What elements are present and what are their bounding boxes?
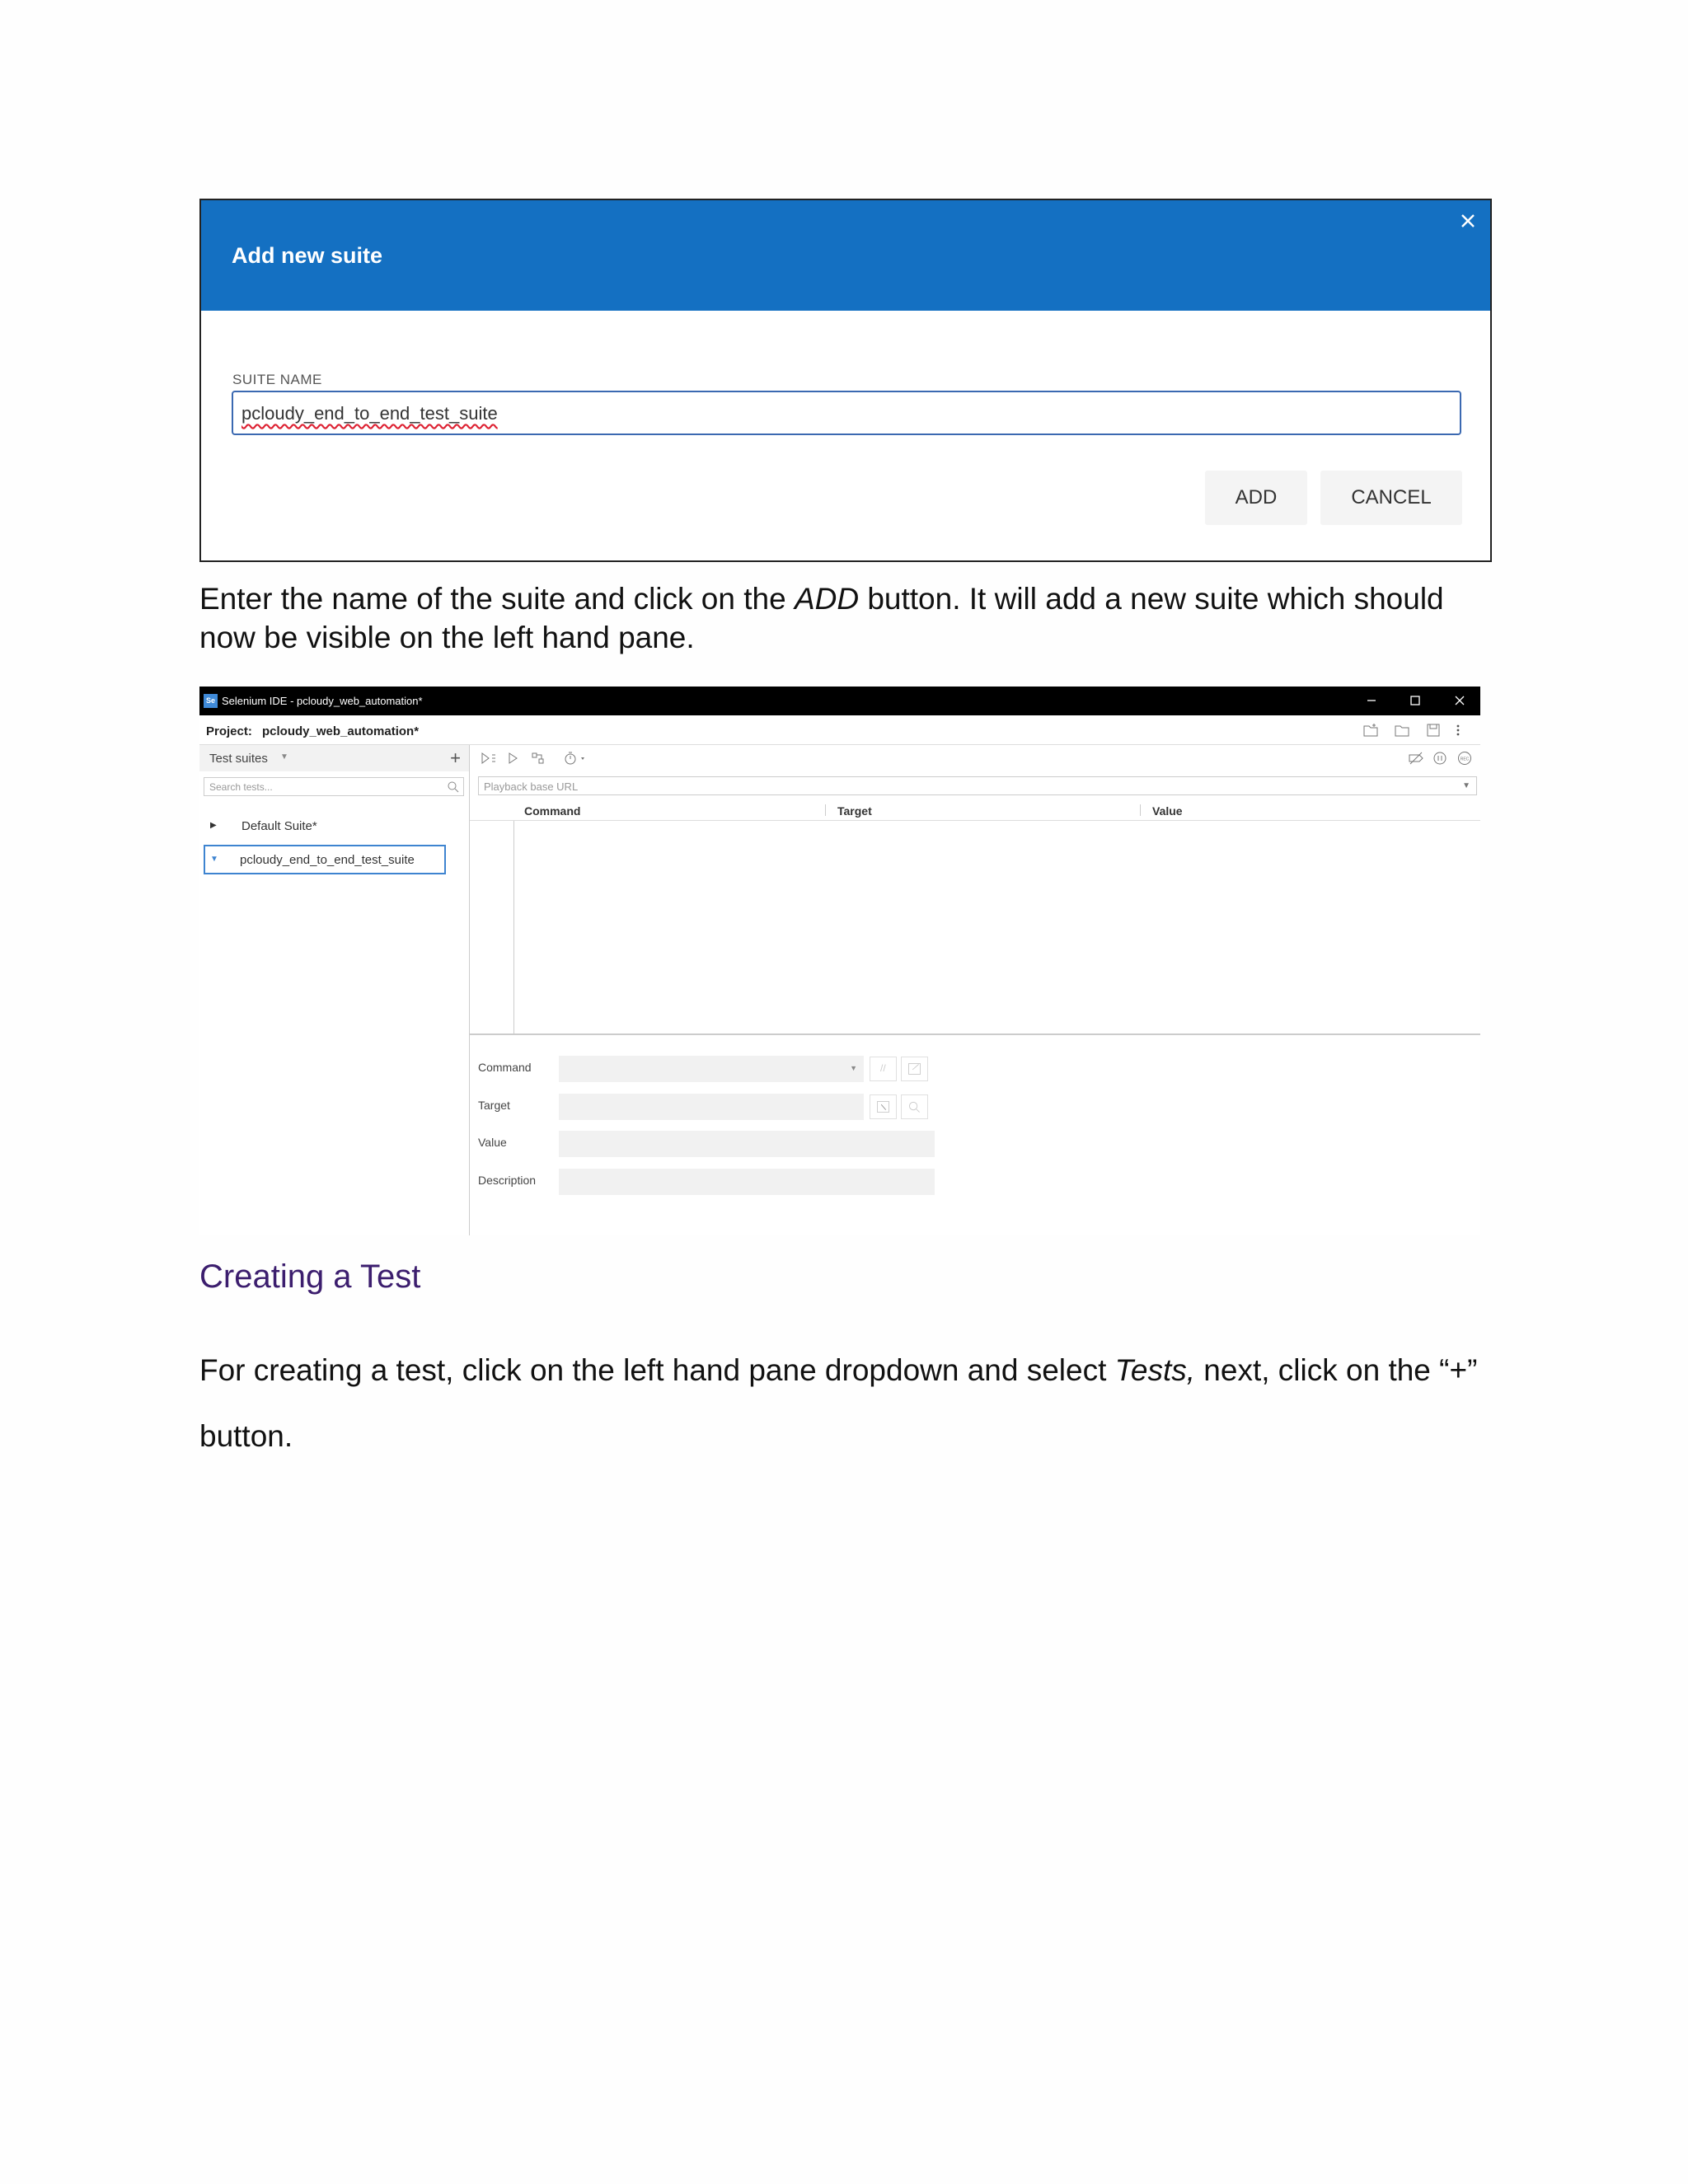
speed-timer-icon[interactable]: [560, 748, 593, 768]
column-divider: [1140, 804, 1141, 816]
window-titlebar: [199, 687, 1480, 715]
find-target-icon[interactable]: [901, 1094, 928, 1119]
dialog-header: [201, 200, 1490, 311]
suite-name-label: SUITE NAME: [232, 372, 322, 387]
project-name[interactable]: pcloudy_web_automation*: [262, 724, 420, 738]
suite-item[interactable]: [204, 811, 446, 841]
command-dropdown-icon[interactable]: ▼: [850, 1064, 857, 1072]
suite-name: Default Suite*: [241, 819, 317, 833]
suite-name: pcloudy_end_to_end_test_suite: [240, 853, 415, 867]
project-label: Project:: [206, 724, 252, 738]
main-panel: [470, 745, 1480, 1235]
column-value: Value: [1152, 804, 1183, 818]
add-suite-icon[interactable]: +: [450, 748, 461, 768]
column-target: Target: [837, 804, 872, 818]
add-suite-dialog: [199, 199, 1492, 562]
sidebar: [199, 745, 470, 1235]
svg-text:REC: REC: [1460, 757, 1470, 762]
instruction-paragraph-2: For creating a test, click on the left hand pane dropdown and select Tests, next, click on the “+” button.: [199, 1353, 1478, 1453]
emphasis-add: ADD: [794, 582, 860, 616]
row-number-gutter: [513, 821, 514, 1034]
select-target-icon[interactable]: [870, 1094, 897, 1119]
test-suites-dropdown[interactable]: Test suites: [209, 752, 268, 766]
command-select[interactable]: [559, 1056, 864, 1082]
value-input[interactable]: [559, 1131, 935, 1157]
more-options-icon[interactable]: [1449, 722, 1467, 738]
url-dropdown-icon[interactable]: ▼: [1462, 781, 1470, 790]
section-heading: Creating a Test: [199, 1258, 421, 1295]
dialog-title: Add new suite: [232, 243, 383, 268]
window-title: Selenium IDE - pcloudy_web_automation*: [222, 695, 423, 707]
value-label: Value: [478, 1136, 507, 1149]
target-label: Target: [478, 1099, 510, 1112]
selenium-ide-window: [199, 687, 1480, 1235]
sidebar-header: [199, 745, 469, 771]
target-input[interactable]: [559, 1094, 864, 1120]
pane-divider[interactable]: [470, 1033, 1480, 1035]
search-tests-input[interactable]: Search tests...: [204, 777, 464, 796]
instruction-paragraph: Enter the name of the suite and click on the ADD button. It will add a new suite which should now be visible on the left hand pane.: [199, 582, 1444, 654]
step-over-icon[interactable]: [528, 748, 549, 768]
expand-arrow-icon[interactable]: ▶: [210, 821, 217, 830]
maximize-icon[interactable]: [1404, 690, 1427, 711]
window-close-icon[interactable]: [1448, 690, 1471, 711]
search-icon: [447, 780, 460, 794]
selenium-logo-icon: Se: [204, 694, 218, 708]
minimize-icon[interactable]: [1360, 690, 1383, 711]
collapse-arrow-icon[interactable]: ▼: [210, 855, 218, 864]
run-all-tests-icon[interactable]: [478, 748, 499, 768]
save-project-icon[interactable]: [1424, 722, 1442, 738]
run-test-icon[interactable]: [503, 748, 524, 768]
dropdown-caret-icon[interactable]: ▼: [280, 752, 288, 762]
open-reference-icon[interactable]: [901, 1057, 928, 1081]
suite-item-selected[interactable]: [204, 845, 446, 874]
add-button[interactable]: ADD: [1205, 471, 1307, 525]
description-label: Description: [478, 1174, 537, 1187]
cancel-button[interactable]: CANCEL: [1320, 471, 1462, 525]
column-command: Command: [524, 804, 581, 818]
new-project-icon[interactable]: [1362, 722, 1380, 738]
playback-url-input[interactable]: Playback base URL ▼: [478, 776, 1477, 795]
disable-breakpoints-icon[interactable]: [1405, 748, 1427, 768]
command-table-header: [470, 800, 1480, 821]
project-bar: [199, 715, 1480, 745]
record-icon[interactable]: [1454, 748, 1475, 768]
description-input[interactable]: [559, 1169, 935, 1195]
column-divider: [825, 804, 826, 816]
close-icon[interactable]: [1456, 209, 1480, 233]
emphasis-tests: Tests,: [1114, 1353, 1196, 1387]
command-label: Command: [478, 1061, 532, 1074]
pause-icon[interactable]: [1429, 748, 1451, 768]
comment-toggle-button[interactable]: //: [870, 1057, 897, 1081]
suite-name-input[interactable]: pcloudy_end_to_end_test_suite: [232, 391, 1461, 435]
open-project-icon[interactable]: [1393, 722, 1411, 738]
